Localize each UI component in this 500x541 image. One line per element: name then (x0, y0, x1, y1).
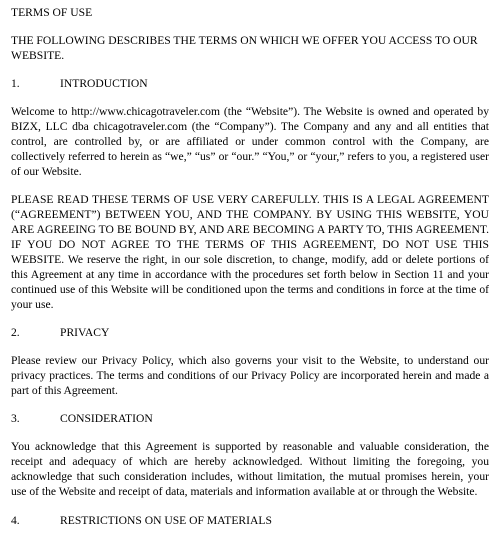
section-heading-privacy (11, 325, 489, 340)
section-number: 2. (11, 326, 20, 339)
section-heading-introduction (11, 76, 489, 91)
terms-document (11, 5, 489, 541)
document-preamble: THE FOLLOWING DESCRIBES THE TERMS ON WHICH WE OFFER YOU ACCESS TO OUR WEBSITE. (11, 34, 478, 62)
section-title: INTRODUCTION (60, 77, 148, 90)
section-number: 1. (11, 77, 20, 90)
section-title: CONSIDERATION (60, 412, 153, 425)
section-number: 3. (11, 412, 20, 425)
section-heading-restrictions (11, 513, 489, 528)
section-title: PRIVACY (60, 326, 110, 339)
paragraph-introduction-welcome: Welcome to http://www.chicagotraveler.com (the “Website”). The Website is owned and operated by BIZX, LLC dba chicagotraveler.com (the “Company”). The Company and any and all entities that control, are controlled by, or are affiliated or under common control with the Company, are collectively referred to herein as “we,” “us” or “our.” “You,” or “your,” refers to you, a registered user of our Website. (11, 105, 489, 178)
section-heading-consideration (11, 411, 489, 426)
paragraph-legal-agreement: PLEASE READ THESE TERMS OF USE VERY CAREFULLY. THIS IS A LEGAL AGREEMENT (“AGREEMENT”) BETWEEN YOU, AND THE COMPANY. BY USING THIS WEBSITE, YOU ARE AGREEING TO BE BOUND BY, AND ARE BECOMING A PARTY TO, THIS AGREEMENT. IF YOU DO NOT AGREE TO THE TERMS OF THIS AGREEMENT, DO NOT USE THIS WEBSITE. We reserve the right, in our sole discretion, to change, modify, add or delete portions of this Agreement at any time in accordance with the procedures set forth below in Section 11 and your continued use of this Website will be conditioned upon the terms and conditions in force at the time of your use. (11, 193, 489, 311)
section-number: 4. (11, 514, 20, 527)
paragraph-privacy: Please review our Privacy Policy, which also governs your visit to the Website, to understand our privacy practices. The terms and conditions of our Privacy Policy are incorporated herein and made a part of this Agreement. (11, 354, 489, 397)
paragraph-consideration: You acknowledge that this Agreement is supported by reasonable and valuable consideration, the receipt and adequacy of which are hereby acknowledged. Without limiting the foregoing, you acknowledge that such consideration includes, without limitation, the mutual promises herein, your use of the Website and receipt of data, materials and information available at or through the Website. (11, 440, 489, 498)
document-title: TERMS OF USE (11, 6, 93, 19)
section-title: RESTRICTIONS ON USE OF MATERIALS (60, 514, 272, 527)
